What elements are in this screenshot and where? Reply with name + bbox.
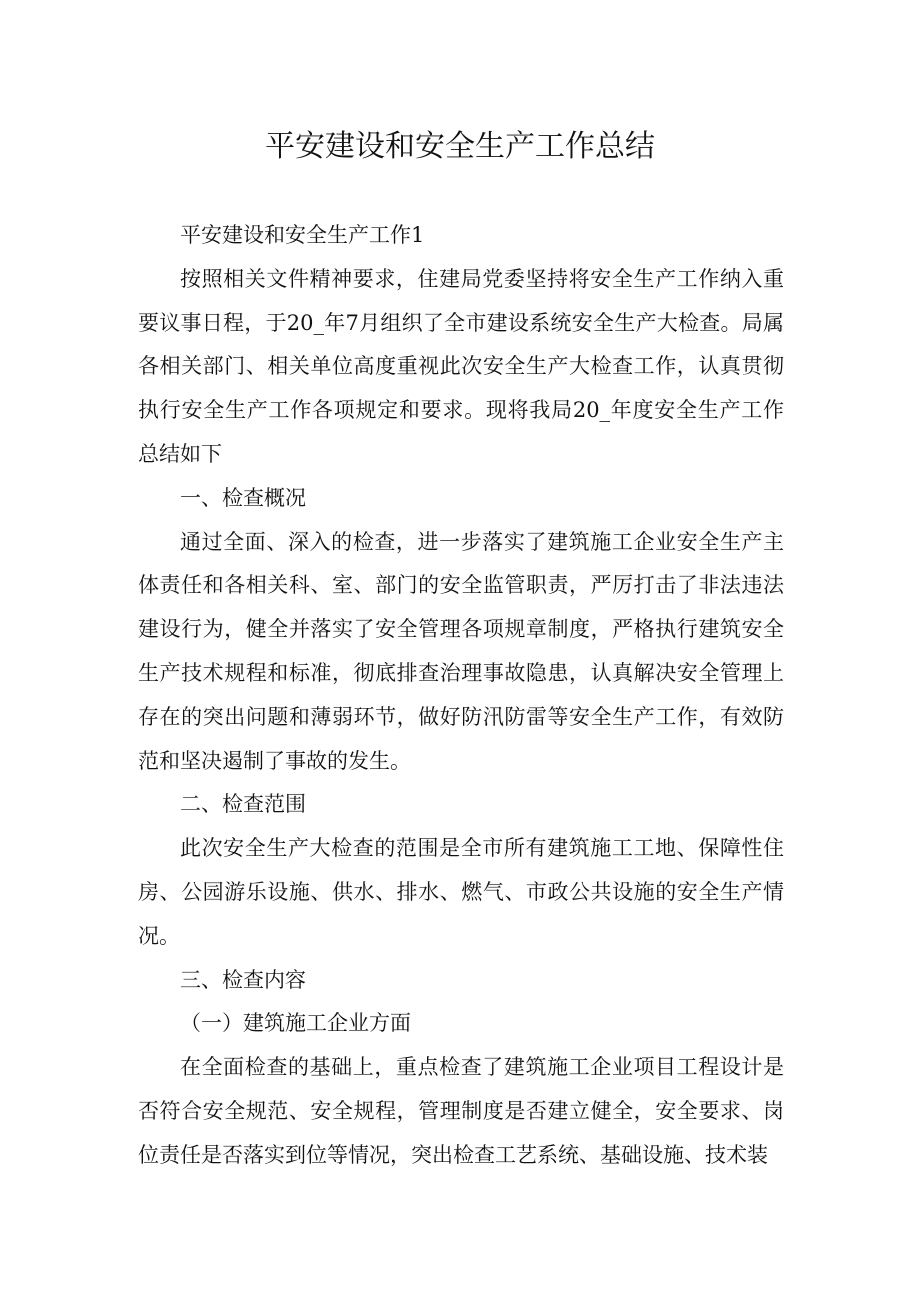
document-title: 平安建设和安全生产工作总结 <box>265 129 655 164</box>
subsection-heading: （一）建筑施工企业方面 <box>180 1011 411 1036</box>
paragraph: 在全面检查的基础上，重点检查了建筑施工企业项目工程设计是否符合安全规范、安全规程，管理制度是否建立健全，安全要求、岗位责任是否落实到位等情况，突出检查工艺系统、基础设施、技术装 <box>138 1055 784 1167</box>
section-heading: 一、检查概况 <box>180 485 306 510</box>
document-body <box>138 214 784 1178</box>
section-heading: 二、检查范围 <box>180 792 306 817</box>
paragraph: 按照相关文件精神要求，住建局党委坚持将安全生产工作纳入重要议事日程，于20_年7月组织了全市建设系统安全生产大检查。局属各相关部门、相关单位高度重视此次安全生产大检查工作，认真贯彻执行安全生产工作各项规定和要求。现将我局20_年度安全生产工作总结如下 <box>138 266 784 466</box>
paragraph: 此次安全生产大检查的范围是全市所有建筑施工工地、保障性住房、公园游乐设施、供水、排水、燃气、市政公共设施的安全生产情况。 <box>138 836 784 948</box>
paragraph: 通过全面、深入的检查，进一步落实了建筑施工企业安全生产主体责任和各相关科、室、部门的安全监管职责，严厉打击了非法违法建设行为，健全并落实了安全管理各项规章制度，严格执行建筑安全生产技术规程和标准，彻底排查治理事故隐患，认真解决安全管理上存在的突出问题和薄弱环节，做好防汛防雷等安全生产工作，有效防范和坚决遏制了事故的发生。 <box>138 529 784 773</box>
section-heading: 平安建设和安全生产工作1 <box>180 223 425 247</box>
section-heading: 三、检查内容 <box>180 967 306 992</box>
